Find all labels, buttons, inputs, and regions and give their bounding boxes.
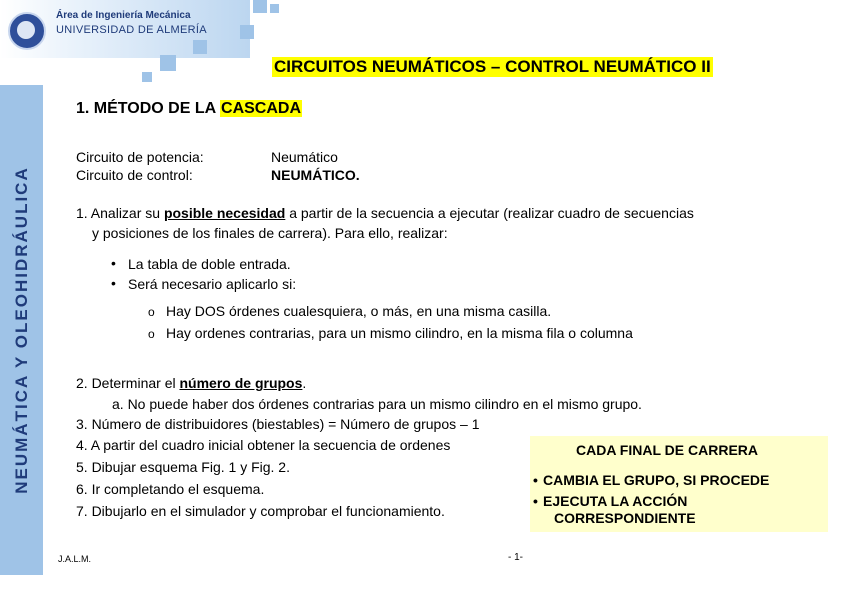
list-item: Será necesario aplicarlo si: bbox=[128, 276, 297, 292]
section-title-number: 1. MÉTODO DE LA bbox=[76, 100, 221, 117]
footer-page-number: - 1- bbox=[508, 552, 523, 563]
callout-item-2-line-1: EJECUTA LA ACCIÓN bbox=[543, 493, 688, 509]
org-university: UNIVERSIDAD DE ALMERÍA bbox=[56, 24, 207, 36]
step-2-sub-a: a. No puede haber dos órdenes contrarias para un mismo cilindro en el mismo grupo. bbox=[112, 396, 642, 412]
sub-bullet-icon: o bbox=[148, 305, 155, 319]
callout-bullet-icon: • bbox=[533, 493, 538, 509]
step-1-rest: a partir de la secuencia a ejecutar (realizar cuadro de secuencias bbox=[285, 205, 694, 221]
callout-bullet-icon: • bbox=[533, 472, 538, 488]
power-circuit-value: Neumático bbox=[271, 149, 338, 165]
step-1-line-2: y posiciones de los finales de carrera). Para ello, realizar: bbox=[92, 225, 448, 241]
step-4: 4. A partir del cuadro inicial obtener la secuencia de ordenes bbox=[76, 437, 451, 453]
control-circuit-label: Circuito de control: bbox=[76, 167, 193, 183]
list-item: Hay ordenes contrarias, para un mismo cilindro, en la misma fila o columna bbox=[166, 325, 633, 341]
sidebar-vertical-title: NEUMÁTICA Y OLEOHIDRÁULICA bbox=[12, 166, 31, 494]
bullet-icon: • bbox=[111, 275, 116, 291]
university-seal-icon bbox=[16, 20, 36, 40]
sub-bullet-icon: o bbox=[148, 327, 155, 341]
power-circuit-label: Circuito de potencia: bbox=[76, 149, 204, 165]
callout-title: CADA FINAL DE CARRERA bbox=[576, 442, 758, 458]
callout-item-2-line-2: CORRESPONDIENTE bbox=[554, 510, 696, 526]
step-2-emphasis: número de grupos bbox=[179, 375, 303, 391]
deco-square bbox=[240, 25, 254, 39]
deco-square bbox=[193, 40, 207, 54]
bullet-icon: • bbox=[111, 255, 116, 271]
deco-square bbox=[253, 0, 267, 13]
callout-item-1: CAMBIA EL GRUPO, SI PROCEDE bbox=[543, 472, 770, 488]
deco-square bbox=[270, 4, 279, 13]
step-7: 7. Dibujarlo en el simulador y comprobar el funcionamiento. bbox=[76, 503, 445, 519]
page-title: CIRCUITOS NEUMÁTICOS – CONTROL NEUMÁTICO II bbox=[274, 57, 711, 76]
control-circuit-value: NEUMÁTICO. bbox=[271, 167, 360, 183]
footer-author: J.A.L.M. bbox=[58, 554, 92, 564]
step-1-emphasis: posible necesidad bbox=[163, 205, 286, 221]
section-title-highlight: CASCADA bbox=[221, 100, 302, 117]
section-title bbox=[76, 99, 302, 119]
step-2-prefix: 2. Determinar el bbox=[76, 375, 180, 391]
step-2-suffix: . bbox=[302, 375, 307, 391]
step-1-prefix: 1. Analizar su bbox=[76, 205, 164, 221]
deco-square bbox=[160, 55, 176, 71]
step-1-line-1 bbox=[76, 205, 694, 222]
list-item: La tabla de doble entrada. bbox=[128, 256, 291, 272]
deco-square bbox=[142, 72, 152, 82]
org-department: Área de Ingeniería Mecánica bbox=[56, 10, 191, 21]
step-5: 5. Dibujar esquema Fig. 1 y Fig. 2. bbox=[76, 459, 290, 475]
step-3: 3. Número de distribuidores (biestables) = Número de grupos – 1 bbox=[76, 416, 480, 432]
step-2-line bbox=[76, 375, 306, 392]
step-6: 6. Ir completando el esquema. bbox=[76, 481, 265, 497]
list-item: Hay DOS órdenes cualesquiera, o más, en una misma casilla. bbox=[166, 303, 552, 319]
